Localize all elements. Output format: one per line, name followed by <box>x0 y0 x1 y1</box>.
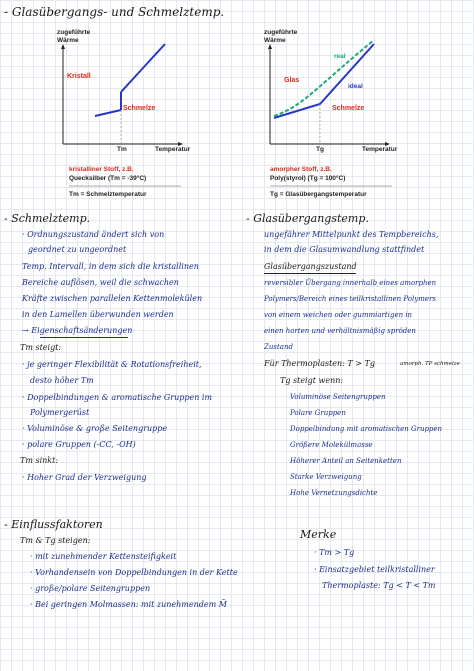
merke-item: · Tm > Tg <box>314 548 355 557</box>
einfluss-item: · mit zunehmender Kettensteifigkeit <box>30 552 177 561</box>
glas-zustand-line: Polymers/Bereich eines teilkristallinen Polymers <box>264 295 436 303</box>
schmelz-line: geordnet zu ungeordnet <box>28 245 127 254</box>
schmelz-line: Kräfte zwischen parallelen Kettenmolekülen <box>22 294 203 303</box>
chart-left-y-arrow <box>61 44 65 49</box>
chart-left-caption-1: kristalliner Stoff, z.B. <box>69 166 134 173</box>
steigt-item: · Doppelbindungen & aromatische Gruppen im <box>22 393 213 402</box>
einfluss-title: - Einflussfaktoren <box>4 518 103 531</box>
underline <box>264 273 356 274</box>
amorphous-chart <box>262 26 452 201</box>
einfluss-item: · große/polare Seitengruppen <box>30 584 151 593</box>
steigt-item: · Voluminöse & große Seitengruppe <box>22 424 168 433</box>
einfluss-item: · Bei geringen Molmassen: mit zunehmendem M̄ <box>30 600 227 609</box>
tg-item: Hohe Vernetzungsdichte <box>290 489 378 497</box>
chart-right-ylabel-2: Wärme <box>264 37 286 44</box>
schmelz-line: in den Lamellen überwunden werden <box>22 310 174 319</box>
tm-sinkt-label: Tm sinkt: <box>20 456 59 465</box>
chart-left-tick-tm: Tm <box>117 146 127 153</box>
chart-left-label-melt: Schmelze <box>123 105 156 112</box>
chart-right-y-arrow <box>268 44 272 49</box>
chart-left-crystal-line <box>95 110 121 116</box>
schmelz-line: Temp. Intervall, in dem sich die kristallinen <box>22 262 199 271</box>
chart-right-xlabel: Temperatur <box>362 146 398 153</box>
chart-left-melt-line <box>121 44 165 92</box>
tg-item: Größere Molekülmasse <box>290 441 373 449</box>
merke-item: Thermoplaste: Tg < T < Tm <box>322 581 436 590</box>
glas-zustand-title: Glasübergangszustand <box>264 262 357 271</box>
glas-thermo-note: amorph. TP schmelze <box>400 361 460 367</box>
glas-zustand-line: Zustand <box>264 343 293 351</box>
underline <box>40 337 128 338</box>
glas-line: in dem die Glasumwandlung stattfindet <box>264 245 425 254</box>
page-heading: - Glasübergangs- und Schmelztemp. <box>4 5 225 19</box>
chart-right-label-melt: Schmelze <box>332 105 365 112</box>
sinkt-item: · Hoher Grad der Verzweigung <box>22 473 147 482</box>
steigt-item: · polare Gruppen (-CC, -OH) <box>22 440 136 449</box>
schmelz-line: Bereiche auflösen, weil die schwachen <box>22 278 179 287</box>
chart-right-caption-3: Tg = Glasübergangstemperatur <box>270 191 367 198</box>
tg-item: Polare Gruppen <box>290 409 346 417</box>
chart-left-ylabel-1: zugeführte <box>57 29 91 36</box>
tg-item: Starke Verzweigung <box>290 473 362 481</box>
tg-steigt-label: Tg steigt wenn: <box>280 376 344 385</box>
chart-left-xlabel: Temperatur <box>155 146 191 153</box>
chart-right-label-real: real <box>334 53 346 60</box>
glas-thermo-line: Für Thermoplasten: T > Tg <box>264 359 375 368</box>
chart-right-tick-tg: Tg <box>316 146 324 153</box>
chart-right-label-ideal: ideal <box>348 83 363 90</box>
crystalline-chart <box>55 26 245 201</box>
glas-zustand-line: reversibler Übergang innerhalb eines amorphen <box>264 279 437 287</box>
glas-zustand-line: einen harten und verhältnismäßig spröden <box>264 327 416 335</box>
chart-right-label-glass: Glas <box>284 77 300 84</box>
glas-line: ungefährer Mittelpunkt des Tempbereichs, <box>264 230 439 239</box>
chart-left-caption-3: Tm = Schmelztemperatur <box>69 191 147 198</box>
einfluss-item: · Vorhandensein von Doppelbindungen in der Kette <box>30 568 238 577</box>
tg-item: Voluminöse Seitengruppen <box>290 393 386 401</box>
chart-right-ylabel-1: zugeführte <box>264 29 298 36</box>
tg-item: Doppelbindung mit aromatischen Gruppen <box>290 425 443 433</box>
einfluss-subtitle: Tm & Tg steigen: <box>20 536 91 545</box>
steigt-item: desto höher Tm <box>30 376 94 385</box>
tg-item: Höherer Anteil an Seitenketten <box>290 457 402 465</box>
chart-right-caption-1: amorpher Stoff, z.B. <box>270 166 332 173</box>
merke-item: · Einsatzgebiet teilkristalliner <box>314 565 435 574</box>
steigt-item: · je geringer Flexibilität & Rotationsfreiheit, <box>22 360 202 369</box>
chart-left-label-crystal: Kristall <box>67 73 91 80</box>
schmelz-title: - Schmelztemp. <box>4 212 91 225</box>
schmelz-line: → Eigenschaftsänderungen <box>22 326 133 335</box>
glas-title: - Glasübergangstemp. <box>246 212 369 225</box>
schmelz-line: · Ordnungszustand ändert sich von <box>22 230 165 239</box>
merke-title: Merke <box>300 528 337 541</box>
steigt-item: Polymergerüst <box>30 408 90 417</box>
chart-right-caption-2: Poly(styrol) (Tg = 100°C) <box>270 175 346 182</box>
glas-zustand-line: von einem weichen oder gummiartigen in <box>264 311 413 319</box>
chart-left-ylabel-2: Wärme <box>57 37 79 44</box>
chart-left-caption-2: Quecksilber (Tm = -39°C) <box>69 175 147 182</box>
tm-steigt-label: Tm steigt: <box>20 343 62 352</box>
